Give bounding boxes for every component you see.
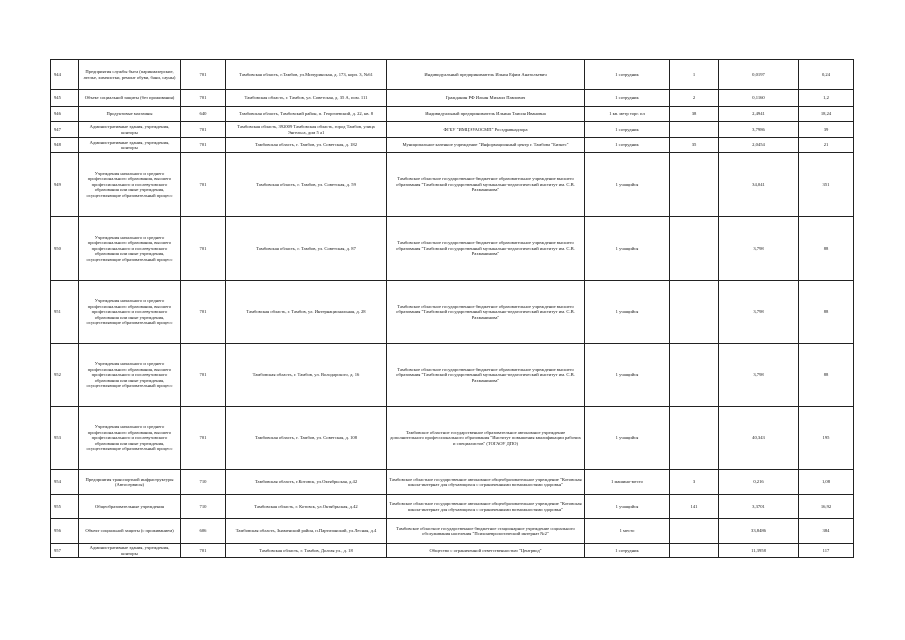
- object-owner: Тамбовское областное государственное бюджетное стационарное учреждение социального обслуживания населения "Психоневрологический интернат №2": [387, 519, 585, 544]
- norm-value: 11,3958: [719, 544, 799, 558]
- table-row: [51, 217, 854, 281]
- object-address: Тамбовская область, г.Тамбов, ул.Мичуринская, д. 173, корп. 3, №61: [226, 60, 387, 90]
- annual-volume: 117: [799, 544, 854, 558]
- object-owner: Тамбовское областное государственное бюджетное образовательное учреждение высшего образования "Тамбовский государственный музыкально-педагогический институт им. С.В. Рахманинова": [387, 217, 585, 281]
- object-code: 710: [181, 470, 226, 495]
- object-type: Предприятия транспортной инфраструктуры (Автосервисы): [79, 470, 181, 495]
- calc-unit: 1 учащийся: [585, 281, 670, 344]
- object-owner: Тамбовское областное государственное бюджетное образовательное учреждение высшего образования "Тамбовский государственный музыкально-педагогический институт им. С.В. Рахманинова": [387, 344, 585, 407]
- row-number: 953: [51, 407, 79, 470]
- table-row: [51, 470, 854, 495]
- row-number: 951: [51, 281, 79, 344]
- unit-quantity: [670, 344, 719, 407]
- row-number: 954: [51, 470, 79, 495]
- object-owner: Индивидуальный предприниматель Ильин Ефим Анатольевич: [387, 60, 585, 90]
- row-number: 949: [51, 153, 79, 217]
- calc-unit: 1 сотрудник: [585, 122, 670, 138]
- norm-value: 33,8486: [719, 519, 799, 544]
- annual-volume: 1,08: [799, 470, 854, 495]
- unit-quantity: [670, 407, 719, 470]
- annual-volume: 195: [799, 407, 854, 470]
- object-address: Тамбовская область, г. Котовск, ул.Октябрьская, д.42: [226, 495, 387, 519]
- table-row: [51, 495, 854, 519]
- norm-value: 0,0197: [719, 60, 799, 90]
- unit-quantity: 2: [670, 90, 719, 107]
- calc-unit: 1 учащийся: [585, 344, 670, 407]
- object-type: Общеобразовательные учреждения: [79, 495, 181, 519]
- row-number: 950: [51, 217, 79, 281]
- object-code: 701: [181, 90, 226, 107]
- object-type: Учреждения начального и среднего профессионального образования, высшего профессионального и послевузовского образования или иные учреждения, осуществляющие образовательный процесс: [79, 344, 181, 407]
- unit-quantity: 141: [670, 495, 719, 519]
- norm-value: 2,0454: [719, 138, 799, 153]
- object-code: 701: [181, 122, 226, 138]
- unit-quantity: [670, 519, 719, 544]
- calc-unit: 1 машино-место: [585, 470, 670, 495]
- object-type: Учреждения начального и среднего профессионального образования, высшего профессионального и послевузовского образования или иные учреждения, осуществляющие образовательный процесс: [79, 281, 181, 344]
- object-type: Учреждения начального и среднего профессионального образования, высшего профессионального и послевузовского образования или иные учреждения, осуществляющие образовательный процесс: [79, 217, 181, 281]
- object-owner: Тамбовское областное государственное образовательное автономное учреждение дополнительного профессионального образования "Институт повышения квалификации рабочих и специалистов" (ТОГАОУ ДПО): [387, 407, 585, 470]
- object-code: 701: [181, 217, 226, 281]
- row-number: 955: [51, 495, 79, 519]
- norm-value: 34,041: [719, 153, 799, 217]
- annual-volume: 351: [799, 153, 854, 217]
- table-row: [51, 60, 854, 90]
- row-number: 944: [51, 60, 79, 90]
- object-type: Объект социальной защиты (без проживания): [79, 90, 181, 107]
- calc-unit: 1 сотрудник: [585, 60, 670, 90]
- object-owner: Муниципальное казенное учреждение "Информационный центр г. Тамбова "Бизнес": [387, 138, 585, 153]
- object-type: Продуктовые магазины: [79, 107, 181, 122]
- row-number: 952: [51, 344, 79, 407]
- object-owner: Тамбовское областное государственное бюджетное образовательное учреждение высшего образования "Тамбовский государственный музыкально-педагогический институт им. С.В. Рахманинова": [387, 281, 585, 344]
- norm-value: 0,216: [719, 470, 799, 495]
- norm-value: 0,1160: [719, 90, 799, 107]
- calc-unit: 1 сотрудник: [585, 90, 670, 107]
- row-number: 948: [51, 138, 79, 153]
- object-code: 701: [181, 344, 226, 407]
- table-row: [51, 344, 854, 407]
- object-address: Тамбовская область, Знаменский район, п.Партизанский, ул.Лесная, д.4: [226, 519, 387, 544]
- annual-volume: 88: [799, 344, 854, 407]
- annual-volume: 21: [799, 138, 854, 153]
- object-type: Учреждения начального и среднего профессионального образования, высшего профессионального и послевузовского образования или иные учреждения, осуществляющие образовательный процесс: [79, 407, 181, 470]
- annual-volume: 18,24: [799, 107, 854, 122]
- unit-quantity: [670, 122, 719, 138]
- object-code: 701: [181, 544, 226, 558]
- norm-value: 3,798: [719, 217, 799, 281]
- unit-quantity: 1: [670, 60, 719, 90]
- object-address: Тамбовская область, г. Тамбов, Долгая ул., д. 18: [226, 544, 387, 558]
- unit-quantity: [670, 217, 719, 281]
- object-address: Тамбовская область, г. Тамбов, ул. Володарского, д. 16: [226, 344, 387, 407]
- annual-volume: 88: [799, 281, 854, 344]
- object-type: Административные здания, учреждения, конторы: [79, 544, 181, 558]
- object-address: Тамбовская область, г.Котовск, ул.Октябрьская, д.42: [226, 470, 387, 495]
- object-owner: Тамбовское областное государственное автономное общеобразовательное учреждение "Котовская школа-интернат для обучающихся с ограниченными возможностями здоровья": [387, 495, 585, 519]
- object-type: Административные здания, учреждения, конторы: [79, 122, 181, 138]
- table-row: [51, 122, 854, 138]
- object-type: Учреждения начального и среднего профессионального образования, высшего профессионального и послевузовского образования или иные учреждения, осуществляющие образовательный процесс: [79, 153, 181, 217]
- annual-volume: 1,2: [799, 90, 854, 107]
- unit-quantity: 3: [670, 470, 719, 495]
- object-address: Тамбовская область, 392009 Тамбовская область, город Тамбов, улица Энгельса, дом 5 а1: [226, 122, 387, 138]
- object-owner: ФГБУ "ИМЦЭУАОСМП" Росздравнадзора: [387, 122, 585, 138]
- norm-value: 2,4941: [719, 107, 799, 122]
- annual-volume: 384: [799, 519, 854, 544]
- calc-unit: 1 учащийся: [585, 217, 670, 281]
- register-sheet: [50, 59, 854, 558]
- table-row: [51, 153, 854, 217]
- calc-unit: 1 учащийся: [585, 495, 670, 519]
- table-row: [51, 107, 854, 122]
- annual-volume: 39: [799, 122, 854, 138]
- object-owner: Индивидуальный предприниматель Ильина Таисия Ивановна: [387, 107, 585, 122]
- unit-quantity: 38: [670, 107, 719, 122]
- calc-unit: 1 кв. метр торг. пл: [585, 107, 670, 122]
- norm-value: 3,798: [719, 281, 799, 344]
- annual-volume: 16,92: [799, 495, 854, 519]
- object-code: 710: [181, 495, 226, 519]
- row-number: 946: [51, 107, 79, 122]
- annual-volume: 0,24: [799, 60, 854, 90]
- calc-unit: 1 учащийся: [585, 153, 670, 217]
- object-code: 701: [181, 407, 226, 470]
- calc-unit: 1 сотрудник: [585, 138, 670, 153]
- norm-value: 40,343: [719, 407, 799, 470]
- unit-quantity: [670, 153, 719, 217]
- object-address: Тамбовская область, г. Тамбов, ул. Интернациональная, д. 28: [226, 281, 387, 344]
- table-row: [51, 519, 854, 544]
- object-address: Тамбовская область, г. Тамбов, ул. Советская, д. 108: [226, 407, 387, 470]
- norm-value: 3,7986: [719, 122, 799, 138]
- object-owner: Тамбовское областное государственное бюджетное образовательное учреждение высшего образования "Тамбовский государственный музыкально-педагогический институт им. С.В. Рахманинова": [387, 153, 585, 217]
- object-code: 701: [181, 281, 226, 344]
- object-owner: Общество с ограниченной ответственностью "Центрвод": [387, 544, 585, 558]
- unit-quantity: [670, 281, 719, 344]
- table-row: [51, 90, 854, 107]
- row-number: 956: [51, 519, 79, 544]
- object-type: Предприятия службы быта (парикмахерские, ателье, химчистки, ремонт обуви, бани, сауны): [79, 60, 181, 90]
- norm-value: 3,3701: [719, 495, 799, 519]
- object-type: Административные здания, учреждения, конторы: [79, 138, 181, 153]
- object-code: 701: [181, 60, 226, 90]
- table-row: [51, 281, 854, 344]
- waste-objects-table: [50, 59, 854, 558]
- unit-quantity: [670, 544, 719, 558]
- object-address: Тамбовская область, г. Тамбов, ул. Советская, д. 59: [226, 153, 387, 217]
- object-code: 606: [181, 519, 226, 544]
- table-body: [51, 60, 854, 558]
- unit-quantity: 35: [670, 138, 719, 153]
- object-address: Тамбовская область, г. Тамбов, ул. Советская, д. 87: [226, 217, 387, 281]
- object-type: Объект социальной защиты (с проживанием): [79, 519, 181, 544]
- row-number: 957: [51, 544, 79, 558]
- object-code: 701: [181, 138, 226, 153]
- object-owner: Гражданин РФ Ильин Михаил Павлович: [387, 90, 585, 107]
- row-number: 945: [51, 90, 79, 107]
- calc-unit: 1 сотрудник: [585, 544, 670, 558]
- object-address: Тамбовская область, г. Тамбов, ул. Советская, д. 182: [226, 138, 387, 153]
- row-number: 947: [51, 122, 79, 138]
- table-row: [51, 138, 854, 153]
- table-row: [51, 544, 854, 558]
- table-row: [51, 407, 854, 470]
- object-code: 640: [181, 107, 226, 122]
- calc-unit: 1 учащийся: [585, 407, 670, 470]
- object-owner: Тамбовское областное государственное автономное общеобразовательное учреждение "Котовская школа-интернат для обучающихся с ограниченными возможностями здоровья": [387, 470, 585, 495]
- object-address: Тамбовская область, Тамбовский район, п. Георгиевский, д. 22, кв. 8: [226, 107, 387, 122]
- object-code: 701: [181, 153, 226, 217]
- calc-unit: 1 место: [585, 519, 670, 544]
- annual-volume: 88: [799, 217, 854, 281]
- norm-value: 3,798: [719, 344, 799, 407]
- object-address: Тамбовская область, г. Тамбов, ул. Советская, д. 35 А, пом. 111: [226, 90, 387, 107]
